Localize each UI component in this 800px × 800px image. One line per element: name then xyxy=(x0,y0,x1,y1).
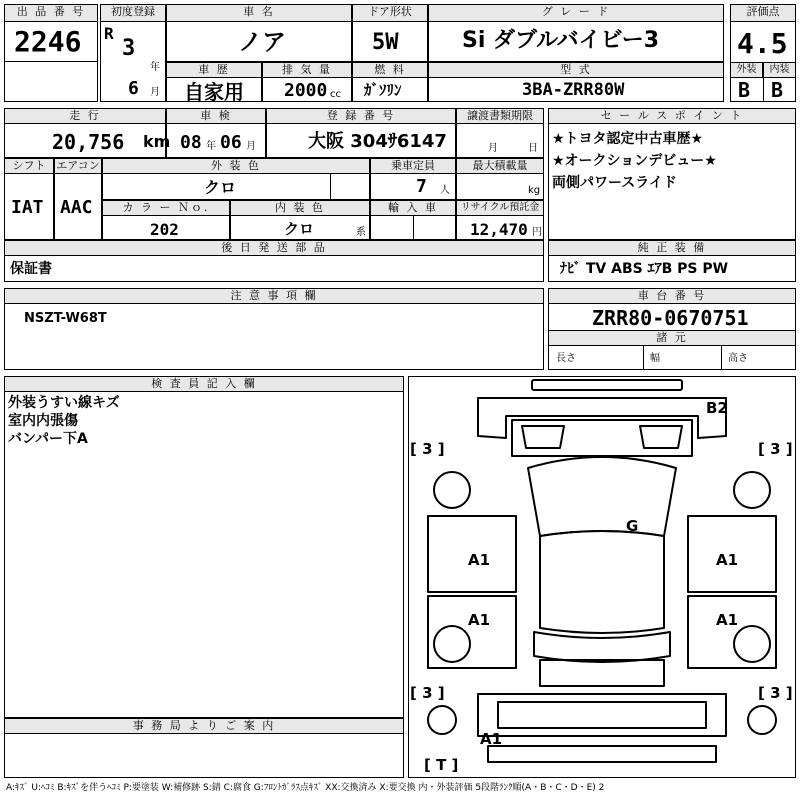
damage-mark-b2: B2 xyxy=(706,399,728,417)
interior-color-header: 内 装 色 xyxy=(230,200,370,216)
month-unit: 月 xyxy=(150,87,160,98)
shift-header: シフト xyxy=(4,158,54,174)
import-header: 輸 入 車 xyxy=(370,200,456,216)
color-number-header: カ ラ ー Ｎｏ. xyxy=(102,200,230,216)
mileage: 20,756 xyxy=(52,130,125,154)
car-outline-diagram xyxy=(408,376,796,778)
aircon: AAC xyxy=(60,197,93,218)
specs-header: 諸 元 xyxy=(548,330,796,346)
lot-number-header: 出 品 番 号 xyxy=(4,4,98,22)
parts: 保証書 xyxy=(10,261,52,277)
spare-tire-mark: [ T ] xyxy=(424,756,459,774)
interior-score: B xyxy=(771,78,784,102)
interior-color-unit: 系 xyxy=(356,227,366,238)
spec-height: 高さ xyxy=(728,353,748,364)
displacement: 2000 xyxy=(284,80,328,101)
inspection-month: 06 xyxy=(220,132,242,153)
displacement-header: 排 気 量 xyxy=(262,62,352,78)
car-name-header: 車 名 xyxy=(166,4,352,22)
damage-mark-a1-left-front: A1 xyxy=(468,551,491,569)
options: ﾅﾋﾞ TV ABS ｴｱB PS PW xyxy=(560,261,729,277)
recycle-fee: 12,470 xyxy=(470,220,528,239)
parts-header: 後 日 発 送 部 品 xyxy=(4,240,544,256)
grade-header: グ レ ー ド xyxy=(428,4,724,22)
registration-year: 3 xyxy=(122,36,136,61)
exterior-color: クロ xyxy=(204,178,237,197)
aircon-header: エアコン xyxy=(54,158,102,174)
fuel: ｶﾞｿﾘﾝ xyxy=(364,81,402,99)
damage-mark-g: G xyxy=(626,517,639,535)
lot-number: 2246 xyxy=(14,25,82,58)
door-type: 5W xyxy=(372,30,399,55)
damage-mark-a1-bumper: A1 xyxy=(480,730,503,748)
recycle-unit: 円 xyxy=(532,227,542,238)
sales-point-1: ★トヨタ認定中古車歴★ xyxy=(552,131,704,147)
inspector-header: 検 査 員 記 入 欄 xyxy=(4,376,404,392)
chassis-header: 車 台 番 号 xyxy=(548,288,796,304)
interior-color: クロ xyxy=(284,220,315,238)
model-code: 3BA-ZRR80W xyxy=(522,80,625,100)
notes-header: 注 意 事 項 欄 xyxy=(4,288,544,304)
options-header: 純 正 装 備 xyxy=(548,240,796,256)
registration-month: 6 xyxy=(128,78,139,99)
inspector-note-2: 室内内張傷 xyxy=(8,413,78,429)
legend: A:ｷｽﾞ U:ﾍｺﾐ B:ｷｽﾞを伴うﾍｺﾐ P:要塗装 W:補修跡 S:錆 C:腐食 G:ﾌﾛﾝﾄｶﾞﾗｽ点ｷｽﾞ XX:交換済み X:要交換 内・外装評価 5段階ﾗﾝｸ順(A・B・C・D・E) 2 xyxy=(6,783,605,793)
displacement-unit: cc xyxy=(330,89,341,100)
tire-tread-front-left: [ 3 ] xyxy=(410,440,445,458)
chassis-number: ZRR80-0670751 xyxy=(592,306,749,330)
max-load-header: 最大積載量 xyxy=(456,158,544,174)
overall-score: 4.5 xyxy=(737,27,788,60)
sales-point-2: ★オークションデビュー★ xyxy=(552,153,717,169)
color-number: 202 xyxy=(150,220,179,239)
tire-tread-rear-left: [ 3 ] xyxy=(410,684,445,702)
max-load-unit: kg xyxy=(528,185,541,196)
model-header: 型 式 xyxy=(428,62,724,78)
history-header: 車 歴 xyxy=(166,62,262,78)
grade: Si ダブルバイビー3 xyxy=(462,28,660,53)
inspector-note-1: 外装うすい線キズ xyxy=(8,395,120,411)
exterior-score: B xyxy=(738,78,751,102)
capacity-unit: 人 xyxy=(440,185,450,196)
inspection-year: 08 xyxy=(180,132,202,153)
recycle-header: リサイクル預託金 xyxy=(456,200,544,216)
sales-point-header: セ ー ル ス ポ イ ン ト xyxy=(548,108,796,124)
mileage-unit: km xyxy=(143,132,171,151)
damage-mark-a1-right-rear: A1 xyxy=(716,611,739,629)
sales-point-box xyxy=(548,108,796,240)
tire-tread-rear-right: [ 3 ] xyxy=(758,684,793,702)
inspection-header: 車 検 xyxy=(166,108,266,124)
notes: NSZT-W68T xyxy=(24,311,107,326)
first-registration-header: 初度登録 xyxy=(100,4,166,22)
inspection-month-unit: 月 xyxy=(246,141,256,152)
transfer-month: 月 xyxy=(488,143,498,154)
spec-length: 長さ xyxy=(556,353,576,364)
tire-tread-front-right: [ 3 ] xyxy=(758,440,793,458)
capacity-header: 乗車定員 xyxy=(370,158,456,174)
transfer-docs-header: 譲渡書類期限 xyxy=(456,108,544,124)
score-header: 評価点 xyxy=(730,4,796,22)
interior-score-header: 内装 xyxy=(763,62,796,78)
office-header: 事 務 局 よ り ご 案 内 xyxy=(4,718,404,734)
history: 自家用 xyxy=(184,80,244,104)
year-unit: 年 xyxy=(150,62,160,73)
capacity: 7 xyxy=(416,176,427,197)
registration-number: 大阪 304ｻ6147 xyxy=(308,131,447,152)
registration-era: R xyxy=(104,24,114,43)
exterior-color-header: 外 装 色 xyxy=(102,158,370,174)
inspection-year-unit: 年 xyxy=(206,141,216,152)
mileage-header: 走 行 xyxy=(4,108,166,124)
registration-number-header: 登 録 番 号 xyxy=(266,108,456,124)
door-header: ドア形状 xyxy=(352,4,428,22)
fuel-header: 燃 料 xyxy=(352,62,428,78)
car-name: ノア xyxy=(238,28,286,56)
spec-width: 幅 xyxy=(650,353,660,364)
damage-mark-a1-left-rear: A1 xyxy=(468,611,491,629)
exterior-score-header: 外装 xyxy=(730,62,763,78)
transfer-day: 日 xyxy=(528,143,538,154)
shift: IAT xyxy=(11,197,44,218)
sales-point-3: 両側パワースライド xyxy=(552,175,677,191)
inspector-note-3: バンパー下A xyxy=(8,431,88,447)
damage-mark-a1-right-front: A1 xyxy=(716,551,739,569)
